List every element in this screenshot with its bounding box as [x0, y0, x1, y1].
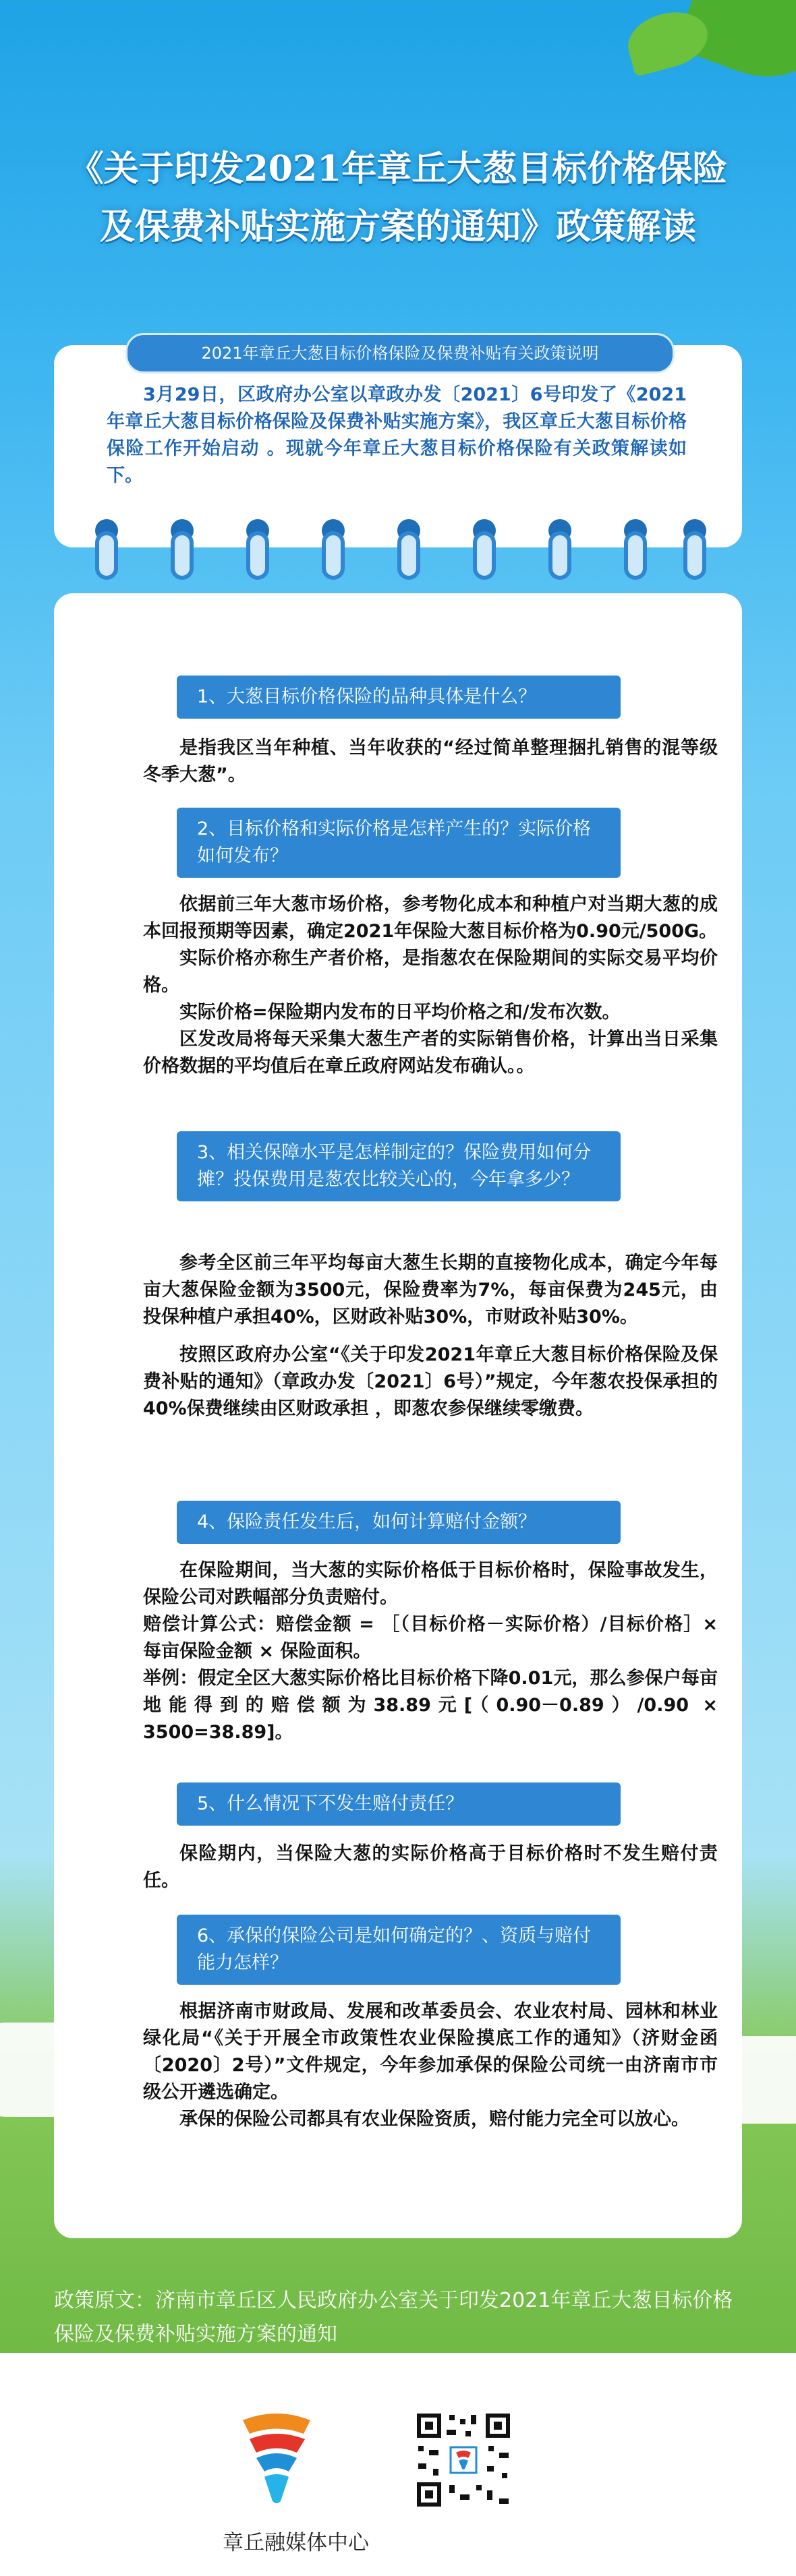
question-3: 3、相关保障水平是怎样制定的？保险费用如何分摊？投保费用是葱农比较关心的，今年拿多少？ [177, 1131, 621, 1201]
answer-paragraph: 举例：假定全区大葱实际价格比目标价格下降0.01元，那么参保户每亩地能得到的赔偿额为38.89元[（0.90－0.89）/0.90 × 3500=38.89]。 [143, 1668, 718, 1743]
ring [548, 531, 571, 580]
page-title [0, 140, 796, 256]
answer-paragraph: 保险期内，当保险大葱的实际价格高于目标价格时不发生赔付责任。 [143, 1843, 718, 1891]
title-line-2: 及保费补贴实施方案的通知》政策解读 [99, 206, 696, 247]
question-5: 5、什么情况下不发生赔付责任？ [177, 1783, 621, 1826]
brand-name: 章丘融媒体中心 [223, 2531, 369, 2555]
ring [171, 531, 194, 580]
ring [246, 531, 269, 580]
policy-source: 政策原文：济南市章丘区人民政府办公室关于印发2021年章丘大葱目标价格保险及保费补贴实施方案的通知 [54, 2289, 733, 2346]
answer-2 [143, 891, 718, 1080]
answer-paragraph: 在保险期间，当大葱的实际价格低于目标价格时，保险事故发生，保险公司对跌幅部分负责赔付。 [143, 1560, 718, 1608]
ring [473, 531, 496, 580]
question-6: 6、承保的保险公司是如何确定的？、资质与赔付能力怎样？ [177, 1915, 621, 1985]
answer-paragraph: 实际价格=保险期内发布的日平均价格之和/发布次数。 [179, 1002, 621, 1023]
question-1: 1、大葱目标价格保险的品种具体是什么？ [177, 676, 621, 719]
answer-6 [143, 1998, 718, 2133]
qr-code [413, 2409, 514, 2511]
ring [683, 531, 706, 580]
question-4: 4、保险责任发生后，如何计算赔付金额？ [177, 1501, 621, 1544]
answer-paragraph: 承保的保险公司都具有农业保险资质，赔付能力完全可以放心。 [179, 2109, 689, 2130]
answer-paragraph: 参考全区前三年平均每亩大葱生长期的直接物化成本，确定今年每亩大葱保险金额为3500元，保险费率为7%，每亩保费为245元，由投保种植户承担40%，区财政补贴30%，市财政补贴30%。 [143, 1253, 718, 1327]
answer-4 [143, 1557, 718, 1746]
title-line-1: 《关于印发2021年章丘大葱目标价格保险 [68, 148, 728, 189]
answer-3 [143, 1250, 718, 1422]
answer-paragraph: 根据济南市财政局、发展和改革委员会、农业农村局、园林和林业绿化局“《关于开展全市政策性农业保险摸底工作的通知》（济财金函〔2020〕2号）”文件规定，今年参加承保的保险公司统一由济南市市级公开遴选确定。 [143, 2001, 718, 2103]
answer-paragraph: 实际价格亦称生产者价格，是指葱农在保险期间的实际交易平均价格。 [143, 948, 718, 996]
intro-text: 3月29日，区政府办公室以章政办发〔2021〕6号印发了《2021年章丘大葱目标价格保险及保费补贴实施方案》，我区章丘大葱目标价格保险工作开始启动 。现就今年章丘大葱目标价格保险有关政策解读如下。 [107, 384, 687, 486]
ring [624, 531, 647, 580]
media-center-logo [229, 2407, 324, 2508]
answer-paragraph: 区发改局将每天采集大葱生产者的实际销售价格，计算出当日采集价格数据的平均值后在章丘政府网站发布确认。。 [143, 1029, 718, 1077]
question-2: 2、目标价格和实际价格是怎样产生的？实际价格如何发布？ [177, 808, 621, 878]
ring [95, 531, 118, 580]
answer-paragraph: 依据前三年大葱市场价格，参考物化成本和种植户对当期大葱的成本回报预期等因素，确定2021年保险大葱目标价格为0.90元/500G。 [143, 894, 718, 942]
intro-header: 2021年章丘大葱目标价格保险及保费补贴有关政策说明 [125, 333, 675, 373]
answer-5 [143, 1840, 718, 1894]
answer-1 [143, 735, 718, 789]
answer-paragraph: 按照区政府办公室“《关于印发2021年章丘大葱目标价格保险及保费补贴的通知》（章政办发〔2021〕6号）”规定，今年葱农投保承担的40%保费继续由区财政承担 ，即葱农参保继续零缴费。 [143, 1344, 718, 1419]
answer-paragraph: 是指我区当年种植、当年收获的“经过简单整理捆扎销售的混等级冬季大葱”。 [143, 738, 718, 785]
answer-paragraph: 赔偿计算公式：赔偿金额 = ［（目标价格－实际价格）/目标价格］× 每亩保险金额 × 保险面积。 [143, 1614, 718, 1662]
ring [397, 531, 420, 580]
ring [322, 531, 345, 580]
